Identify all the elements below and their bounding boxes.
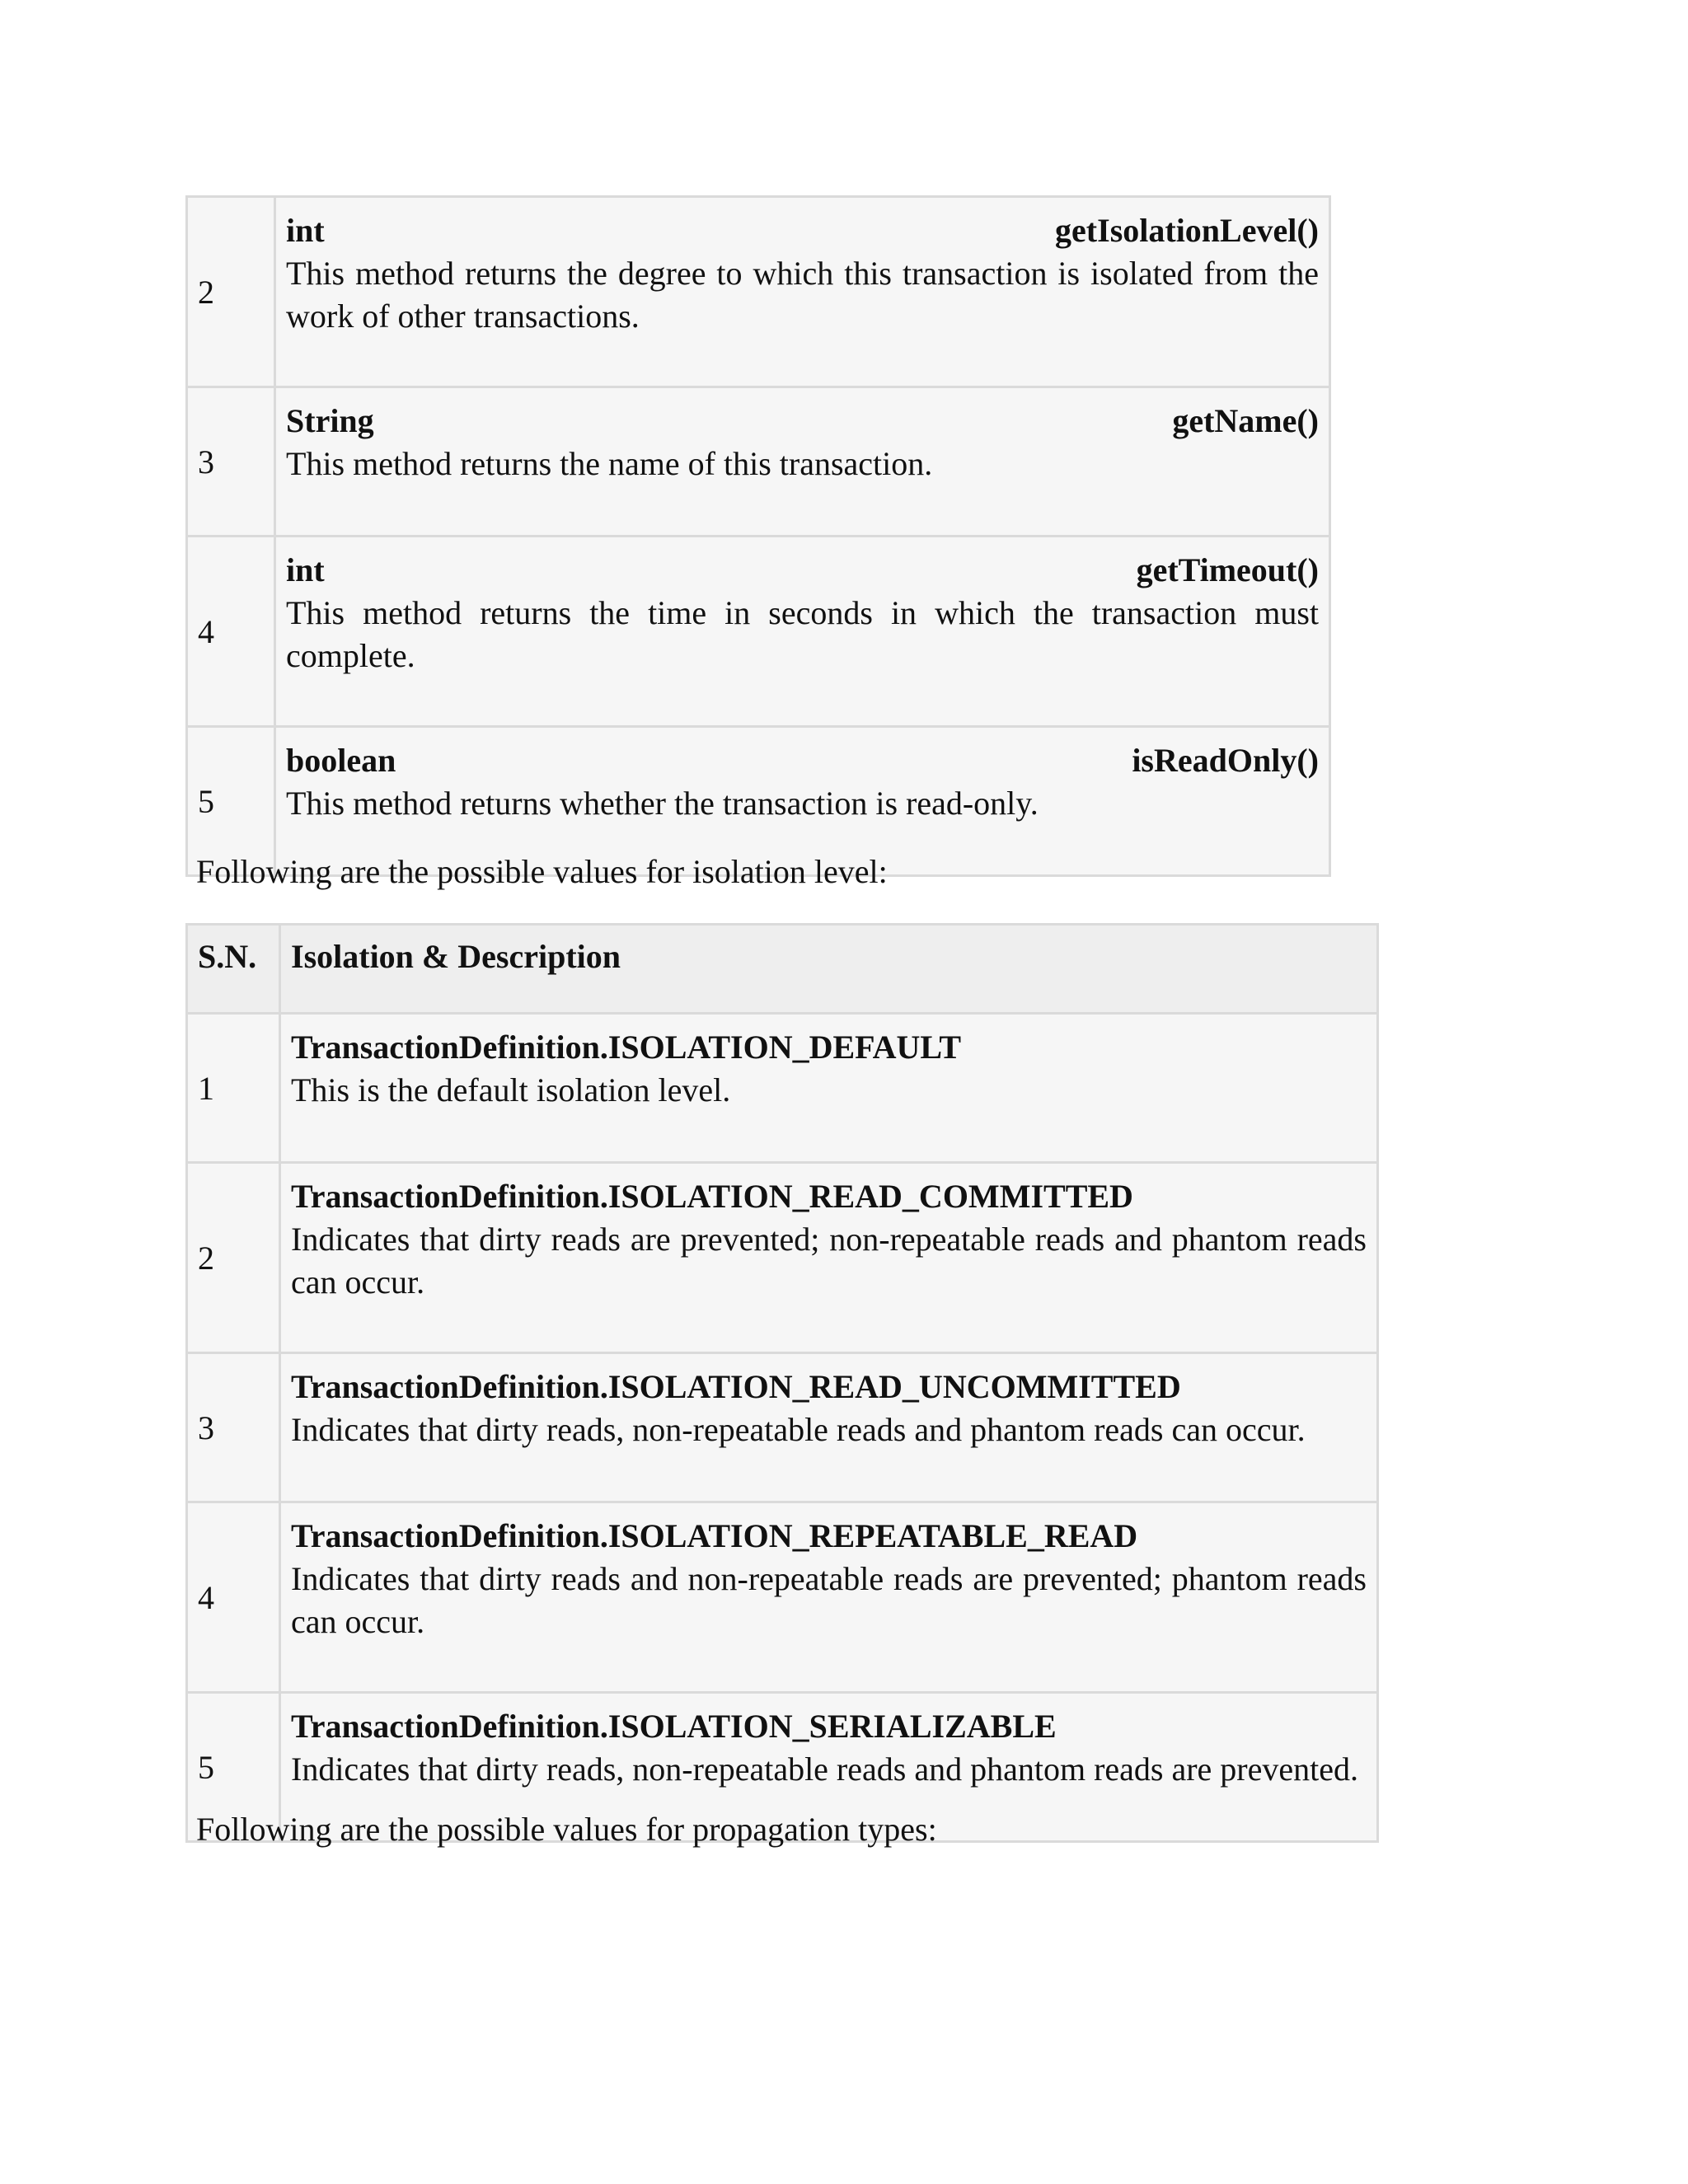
row-number: 3 (187, 387, 275, 537)
row-number: 4 (187, 1502, 280, 1693)
method-cell (275, 537, 1330, 727)
isolation-description: Indicates that dirty reads, non-repeatable reads and phantom reads are prevented. (291, 1750, 1358, 1788)
isolation-description: This is the default isolation level. (291, 1071, 731, 1108)
table-row (187, 1163, 1378, 1353)
row-number: 4 (187, 537, 275, 727)
row-number: 5 (187, 727, 275, 876)
method-description: This method returns the degree to which this transaction is isolated from the work of other transactions. (286, 255, 1319, 335)
method-signature (286, 400, 1319, 443)
isolation-constant: TransactionDefinition.ISOLATION_READ_UNCOMMITTED (291, 1368, 1181, 1405)
return-type: int (286, 212, 325, 249)
propagation-intro-paragraph: Following are the possible values for propagation types: (196, 1811, 937, 1848)
isolation-description: Indicates that dirty reads, non-repeatable reads and phantom reads can occur. (291, 1411, 1306, 1448)
isolation-description: Indicates that dirty reads are prevented; non-repeatable reads and phantom reads can occur. (291, 1221, 1367, 1301)
isolation-constant: TransactionDefinition.ISOLATION_DEFAULT (291, 1029, 962, 1066)
table-row (187, 387, 1330, 537)
table-row (187, 537, 1330, 727)
isolation-constant: TransactionDefinition.ISOLATION_REPEATABLE_READ (291, 1517, 1138, 1554)
column-header-isolation: Isolation & Description (280, 925, 1378, 1014)
isolation-cell (280, 1014, 1378, 1163)
table-row (187, 1353, 1378, 1502)
row-number: 5 (187, 1693, 280, 1842)
method-cell (275, 197, 1330, 387)
method-name: getIsolationLevel() (1055, 212, 1319, 249)
isolation-intro-paragraph: Following are the possible values for isolation level: (196, 853, 888, 890)
return-type: int (286, 551, 325, 588)
isolation-cell (280, 1163, 1378, 1353)
method-description: This method returns the time in seconds in which the transaction must complete. (286, 594, 1319, 674)
isolation-constant: TransactionDefinition.ISOLATION_READ_COMMITTED (291, 1178, 1133, 1215)
method-name: getTimeout() (1136, 551, 1319, 588)
row-number: 3 (187, 1353, 280, 1502)
table-row (187, 197, 1330, 387)
isolation-table (185, 923, 1379, 1843)
column-header-sn: S.N. (187, 925, 280, 1014)
table-header-row (187, 925, 1378, 1014)
method-cell (275, 387, 1330, 537)
row-number: 2 (187, 1163, 280, 1353)
return-type: boolean (286, 742, 396, 779)
isolation-cell (280, 1502, 1378, 1693)
method-description: This method returns the name of this transaction. (286, 445, 933, 482)
isolation-constant: TransactionDefinition.ISOLATION_SERIALIZABLE (291, 1708, 1057, 1745)
method-name: getName() (1172, 402, 1319, 439)
row-number: 1 (187, 1014, 280, 1163)
table-row (187, 1502, 1378, 1693)
return-type: String (286, 402, 374, 439)
isolation-description: Indicates that dirty reads and non-repeatable reads are prevented; phantom reads can occur. (291, 1560, 1367, 1640)
table-row (187, 1014, 1378, 1163)
method-description: This method returns whether the transaction is read-only. (286, 785, 1039, 822)
method-signature (286, 209, 1319, 252)
method-signature (286, 549, 1319, 592)
methods-table (185, 195, 1331, 877)
method-signature (286, 739, 1319, 782)
row-number: 2 (187, 197, 275, 387)
method-name: isReadOnly() (1132, 742, 1319, 779)
isolation-cell (280, 1353, 1378, 1502)
